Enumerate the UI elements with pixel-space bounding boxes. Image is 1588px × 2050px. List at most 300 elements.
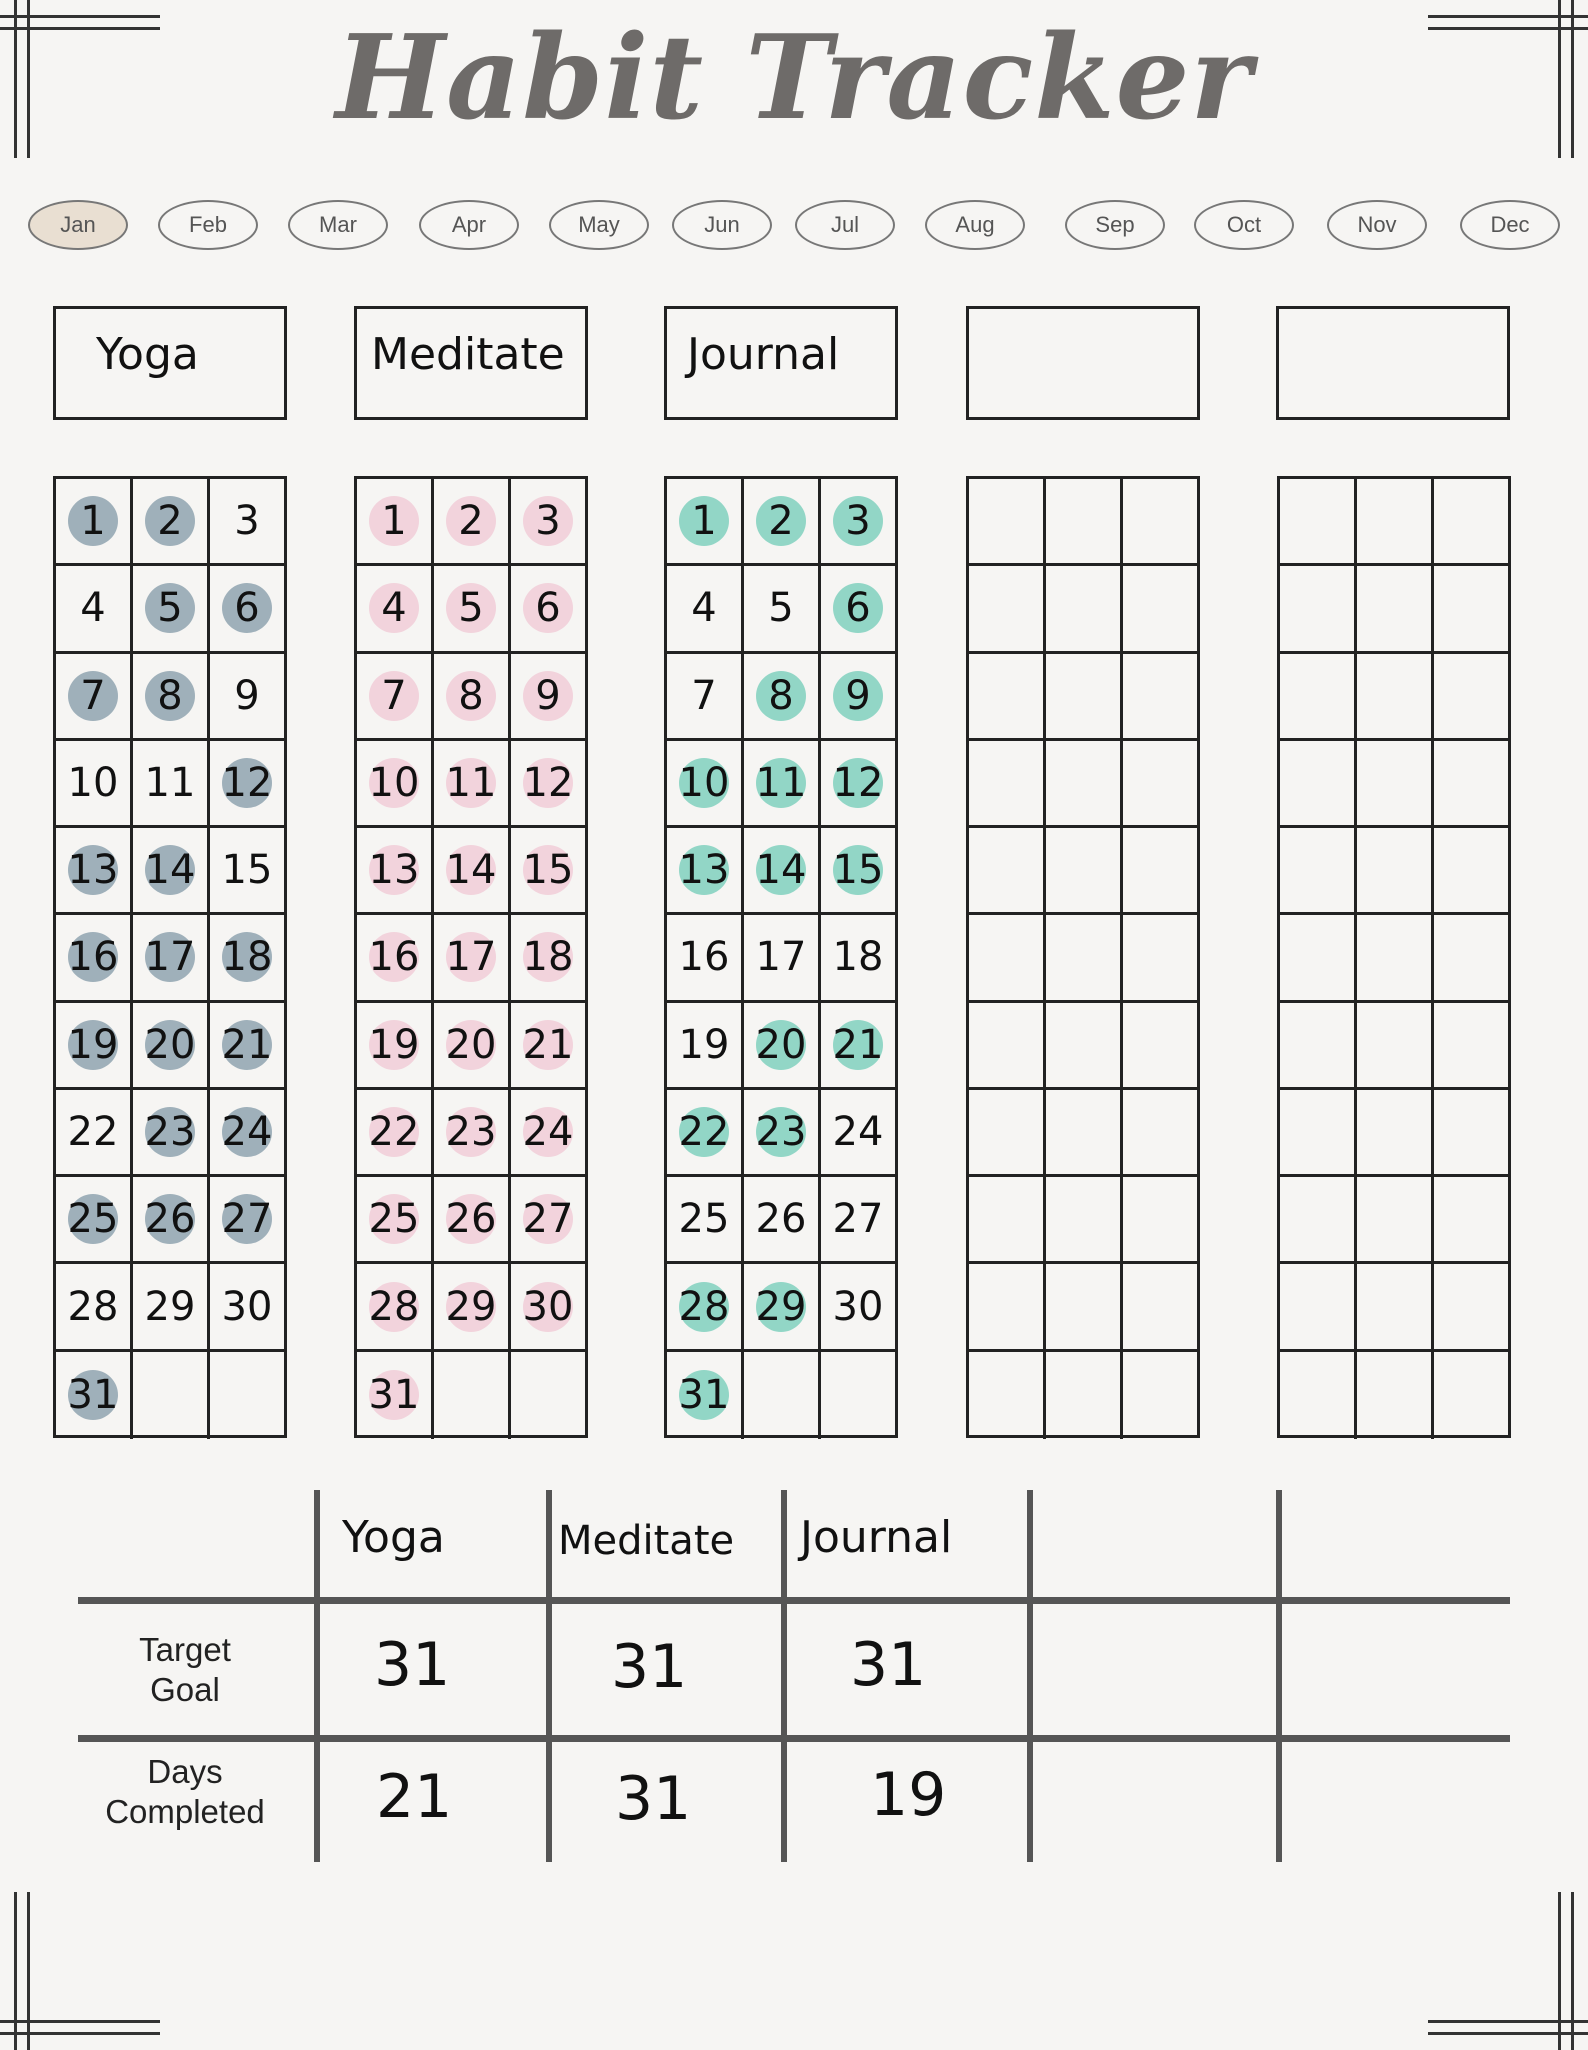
day-cell[interactable] — [511, 915, 585, 999]
day-cell[interactable] — [434, 915, 511, 999]
grid-row — [969, 1352, 1197, 1439]
day-cell[interactable] — [357, 479, 434, 563]
day-cell[interactable] — [1280, 741, 1357, 825]
day-cell[interactable] — [133, 1352, 210, 1439]
day-cell[interactable] — [56, 915, 133, 999]
day-cell[interactable] — [1434, 1003, 1508, 1087]
day-number: 6 — [535, 585, 561, 632]
day-number: 1 — [381, 498, 407, 545]
day-cell[interactable] — [1123, 741, 1197, 825]
day-number: 14 — [144, 847, 196, 894]
day-cell[interactable] — [1434, 654, 1508, 738]
day-cell[interactable] — [667, 1177, 744, 1261]
grid-row — [56, 1003, 284, 1090]
day-number: 9 — [234, 672, 260, 719]
day-number: 27 — [522, 1196, 574, 1243]
day-cell[interactable] — [667, 915, 744, 999]
day-number: 24 — [221, 1108, 273, 1155]
day-cell[interactable] — [56, 566, 133, 650]
day-cell[interactable] — [821, 566, 895, 650]
habit-name-box-4[interactable] — [966, 306, 1200, 420]
grid-row — [969, 1264, 1197, 1351]
month-tab-mar[interactable]: Mar — [288, 200, 388, 250]
day-cell[interactable] — [744, 1003, 821, 1087]
grid-row — [667, 1003, 895, 1090]
day-cell[interactable] — [1046, 1177, 1123, 1261]
day-number: 19 — [678, 1021, 730, 1068]
day-cell[interactable] — [1046, 1264, 1123, 1348]
day-cell[interactable] — [357, 566, 434, 650]
day-number: 15 — [522, 847, 574, 894]
page-title: Habit Tracker — [335, 10, 1253, 146]
day-cell[interactable] — [1046, 654, 1123, 738]
day-cell[interactable] — [357, 1352, 434, 1439]
day-cell[interactable] — [1046, 479, 1123, 563]
day-number: 24 — [522, 1108, 574, 1155]
day-cell[interactable] — [1123, 1177, 1197, 1261]
day-cell[interactable] — [56, 654, 133, 738]
day-cell[interactable] — [133, 1090, 210, 1174]
day-number: 10 — [678, 759, 730, 806]
day-number: 22 — [67, 1108, 119, 1155]
day-cell[interactable] — [1280, 1264, 1357, 1348]
day-number: 31 — [368, 1372, 420, 1419]
day-cell[interactable] — [969, 1177, 1046, 1261]
day-cell[interactable] — [969, 915, 1046, 999]
day-cell[interactable] — [821, 1264, 895, 1348]
habit-name-box-5[interactable] — [1276, 306, 1510, 420]
day-cell[interactable] — [434, 1264, 511, 1348]
month-tab-sep[interactable]: Sep — [1065, 200, 1165, 250]
day-number: 15 — [221, 847, 273, 894]
day-cell[interactable] — [1434, 1090, 1508, 1174]
month-tab-apr[interactable]: Apr — [419, 200, 519, 250]
target-goal-value-1[interactable]: 31 — [374, 1630, 451, 1700]
day-cell[interactable] — [667, 479, 744, 563]
day-cell[interactable] — [1357, 1352, 1434, 1439]
day-cell[interactable] — [969, 1003, 1046, 1087]
day-cell[interactable] — [1123, 1003, 1197, 1087]
grid-row — [969, 1090, 1197, 1177]
habit-name-box-1[interactable]: Yoga — [53, 306, 287, 420]
grid-row — [667, 741, 895, 828]
day-number: 23 — [755, 1108, 807, 1155]
habit-name-box-2[interactable]: Meditate — [354, 306, 588, 420]
grid-row — [56, 1090, 284, 1177]
day-cell[interactable] — [434, 741, 511, 825]
day-cell[interactable] — [667, 566, 744, 650]
day-cell[interactable] — [1280, 1003, 1357, 1087]
day-cell[interactable] — [1123, 1264, 1197, 1348]
day-number: 29 — [755, 1283, 807, 1330]
day-cell[interactable] — [1357, 1003, 1434, 1087]
day-cell[interactable] — [133, 479, 210, 563]
month-selector — [28, 200, 1560, 254]
day-number: 4 — [381, 585, 407, 632]
corner-ornament-bottom-left — [0, 1880, 170, 2050]
day-cell[interactable] — [210, 1003, 284, 1087]
month-tab-jun[interactable]: Jun — [672, 200, 772, 250]
day-number: 6 — [234, 585, 260, 632]
grid-row — [56, 1177, 284, 1264]
day-cell[interactable] — [133, 654, 210, 738]
day-cell[interactable] — [133, 741, 210, 825]
day-cell[interactable] — [1280, 1352, 1357, 1439]
day-cell[interactable] — [667, 1090, 744, 1174]
day-cell[interactable] — [1046, 1003, 1123, 1087]
day-number: 23 — [445, 1108, 497, 1155]
corner-ornament-bottom-right — [1418, 1880, 1588, 2050]
summary-header-2: Meditate — [558, 1518, 735, 1564]
grid-row — [969, 566, 1197, 653]
day-cell[interactable] — [56, 741, 133, 825]
day-cell[interactable] — [1123, 1352, 1197, 1439]
day-number: 14 — [755, 847, 807, 894]
day-number: 8 — [458, 672, 484, 719]
grid-row — [56, 828, 284, 915]
day-cell[interactable] — [56, 1264, 133, 1348]
grid-row — [357, 915, 585, 1002]
day-cell[interactable] — [1280, 1177, 1357, 1261]
day-cell[interactable] — [133, 1264, 210, 1348]
day-number: 12 — [221, 759, 273, 806]
day-cell[interactable] — [744, 1177, 821, 1261]
day-cell[interactable] — [744, 1090, 821, 1174]
day-number: 15 — [832, 847, 884, 894]
day-cell[interactable] — [357, 828, 434, 912]
day-number: 18 — [221, 934, 273, 981]
day-number: 7 — [381, 672, 407, 719]
day-cell[interactable] — [511, 1177, 585, 1261]
day-cell[interactable] — [1434, 741, 1508, 825]
grid-row — [56, 479, 284, 566]
day-cell[interactable] — [434, 828, 511, 912]
month-tab-jan[interactable]: Jan — [28, 200, 128, 250]
grid-row — [357, 1090, 585, 1177]
summary-header-3: Journal — [800, 1512, 953, 1563]
day-number: 11 — [144, 759, 196, 806]
day-number: 13 — [678, 847, 730, 894]
day-cell[interactable] — [133, 915, 210, 999]
day-cell[interactable] — [969, 1352, 1046, 1439]
day-cell[interactable] — [744, 654, 821, 738]
habit-name-box-3[interactable]: Journal — [664, 306, 898, 420]
grid-row — [969, 828, 1197, 915]
day-number: 20 — [445, 1021, 497, 1068]
grid-row — [1280, 741, 1508, 828]
day-number: 16 — [368, 934, 420, 981]
day-number: 24 — [832, 1108, 884, 1155]
day-cell[interactable] — [969, 566, 1046, 650]
day-cell[interactable] — [210, 915, 284, 999]
day-cell[interactable] — [821, 1090, 895, 1174]
day-number: 23 — [144, 1108, 196, 1155]
day-cell[interactable] — [1357, 915, 1434, 999]
day-cell[interactable] — [511, 1003, 585, 1087]
day-number: 9 — [535, 672, 561, 719]
month-tab-feb[interactable]: Feb — [158, 200, 258, 250]
day-cell[interactable] — [133, 1003, 210, 1087]
days-completed-value-2[interactable]: 31 — [615, 1764, 692, 1834]
day-cell[interactable] — [744, 915, 821, 999]
day-cell[interactable] — [210, 566, 284, 650]
day-cell[interactable] — [1123, 566, 1197, 650]
day-cell[interactable] — [821, 479, 895, 563]
day-cell[interactable] — [56, 1003, 133, 1087]
day-cell[interactable] — [744, 566, 821, 650]
day-cell[interactable] — [133, 566, 210, 650]
day-number: 25 — [678, 1196, 730, 1243]
grid-row — [969, 479, 1197, 566]
day-cell[interactable] — [511, 741, 585, 825]
grid-row — [1280, 915, 1508, 1002]
day-cell[interactable] — [821, 1352, 895, 1439]
day-number: 3 — [535, 498, 561, 545]
day-cell[interactable] — [667, 1264, 744, 1348]
grid-row — [667, 1264, 895, 1351]
day-cell[interactable] — [1123, 654, 1197, 738]
day-cell[interactable] — [511, 1264, 585, 1348]
day-cell[interactable] — [1123, 915, 1197, 999]
day-number: 29 — [445, 1283, 497, 1330]
day-cell[interactable] — [511, 654, 585, 738]
day-cell[interactable] — [56, 828, 133, 912]
day-cell[interactable] — [56, 1090, 133, 1174]
day-cell[interactable] — [434, 1003, 511, 1087]
day-cell[interactable] — [821, 1003, 895, 1087]
day-number: 21 — [522, 1021, 574, 1068]
day-number: 22 — [368, 1108, 420, 1155]
day-cell[interactable] — [357, 741, 434, 825]
day-cell[interactable] — [1357, 1177, 1434, 1261]
month-tab-may[interactable]: May — [549, 200, 649, 250]
day-number: 29 — [144, 1283, 196, 1330]
grid-row — [1280, 1264, 1508, 1351]
grid-row — [1280, 479, 1508, 566]
day-cell[interactable] — [1280, 566, 1357, 650]
day-cell[interactable] — [969, 741, 1046, 825]
grid-row — [357, 828, 585, 915]
day-cell[interactable] — [969, 654, 1046, 738]
day-cell[interactable] — [1123, 479, 1197, 563]
day-cell[interactable] — [1046, 1352, 1123, 1439]
grid-row — [667, 828, 895, 915]
grid-row — [357, 654, 585, 741]
day-number: 27 — [832, 1196, 884, 1243]
grid-row — [357, 1352, 585, 1439]
grid-row — [1280, 828, 1508, 915]
target-goal-value-3[interactable]: 31 — [850, 1630, 927, 1700]
day-cell[interactable] — [1123, 828, 1197, 912]
day-number: 7 — [691, 672, 717, 719]
day-number: 30 — [832, 1283, 884, 1330]
day-cell[interactable] — [1046, 828, 1123, 912]
day-cell[interactable] — [56, 1177, 133, 1261]
day-cell[interactable] — [511, 828, 585, 912]
day-number: 10 — [368, 759, 420, 806]
day-cell[interactable] — [821, 654, 895, 738]
day-cell[interactable] — [667, 1352, 744, 1439]
day-cell[interactable] — [357, 654, 434, 738]
day-cell[interactable] — [821, 915, 895, 999]
day-cell[interactable] — [133, 1177, 210, 1261]
day-number: 30 — [221, 1283, 273, 1330]
day-cell[interactable] — [1434, 915, 1508, 999]
day-cell[interactable] — [821, 741, 895, 825]
habit-day-grid-3 — [664, 476, 898, 1438]
summary-table — [0, 1490, 1588, 1870]
day-cell[interactable] — [133, 828, 210, 912]
day-cell[interactable] — [667, 828, 744, 912]
day-cell[interactable] — [744, 741, 821, 825]
month-tab-oct[interactable]: Oct — [1194, 200, 1294, 250]
summary-header-1: Yoga — [342, 1512, 445, 1563]
day-cell[interactable] — [1123, 1090, 1197, 1174]
day-number: 4 — [80, 585, 106, 632]
grid-row — [1280, 1177, 1508, 1264]
day-cell[interactable] — [1357, 1264, 1434, 1348]
day-cell[interactable] — [210, 654, 284, 738]
day-cell[interactable] — [1357, 741, 1434, 825]
day-number: 14 — [445, 847, 497, 894]
month-tab-nov[interactable]: Nov — [1327, 200, 1427, 250]
day-cell[interactable] — [1434, 1352, 1508, 1439]
day-number: 6 — [845, 585, 871, 632]
day-cell[interactable] — [667, 1003, 744, 1087]
grid-row — [969, 1003, 1197, 1090]
day-cell[interactable] — [667, 741, 744, 825]
day-cell[interactable] — [210, 1090, 284, 1174]
day-cell[interactable] — [1357, 828, 1434, 912]
day-number: 4 — [691, 585, 717, 632]
habit-day-grid-2 — [354, 476, 588, 1438]
grid-row — [969, 1177, 1197, 1264]
grid-row — [1280, 1352, 1508, 1439]
grid-row — [969, 654, 1197, 741]
grid-row — [969, 741, 1197, 828]
day-number: 12 — [522, 759, 574, 806]
day-number: 17 — [144, 934, 196, 981]
day-cell[interactable] — [821, 1177, 895, 1261]
day-cell[interactable] — [434, 654, 511, 738]
day-cell[interactable] — [1357, 479, 1434, 563]
day-cell[interactable] — [1434, 566, 1508, 650]
day-cell[interactable] — [357, 1090, 434, 1174]
day-cell[interactable] — [434, 1352, 511, 1439]
day-cell[interactable] — [744, 1352, 821, 1439]
day-number: 3 — [234, 498, 260, 545]
day-cell[interactable] — [357, 1177, 434, 1261]
day-cell[interactable] — [1046, 915, 1123, 999]
day-cell[interactable] — [667, 654, 744, 738]
day-cell[interactable] — [1280, 828, 1357, 912]
day-number: 22 — [678, 1108, 730, 1155]
day-cell[interactable] — [511, 1090, 585, 1174]
day-number: 28 — [678, 1283, 730, 1330]
grid-row — [667, 1177, 895, 1264]
day-cell[interactable] — [56, 1352, 133, 1439]
day-cell[interactable] — [1434, 1264, 1508, 1348]
target-goal-value-2[interactable]: 31 — [611, 1632, 688, 1702]
day-cell[interactable] — [357, 915, 434, 999]
day-cell[interactable] — [434, 1177, 511, 1261]
month-tab-dec[interactable]: Dec — [1460, 200, 1560, 250]
day-cell[interactable] — [1046, 741, 1123, 825]
day-cell[interactable] — [1357, 566, 1434, 650]
day-cell[interactable] — [210, 1264, 284, 1348]
day-cell[interactable] — [434, 479, 511, 563]
day-cell[interactable] — [434, 566, 511, 650]
grid-row — [357, 1003, 585, 1090]
days-completed-label: Days Completed — [105, 1753, 265, 1830]
day-cell[interactable] — [969, 1264, 1046, 1348]
day-cell[interactable] — [210, 479, 284, 563]
day-cell[interactable] — [210, 1177, 284, 1261]
day-cell[interactable] — [1280, 915, 1357, 999]
day-number: 31 — [67, 1372, 119, 1419]
day-cell[interactable] — [511, 1352, 585, 1439]
grid-row — [357, 1264, 585, 1351]
day-cell[interactable] — [969, 1090, 1046, 1174]
day-cell[interactable] — [511, 479, 585, 563]
day-number: 5 — [458, 585, 484, 632]
days-completed-value-3[interactable]: 19 — [870, 1760, 947, 1830]
day-cell[interactable] — [1280, 654, 1357, 738]
month-tab-jul[interactable]: Jul — [795, 200, 895, 250]
day-cell[interactable] — [210, 1352, 284, 1439]
day-cell[interactable] — [1280, 479, 1357, 563]
day-number: 16 — [67, 934, 119, 981]
day-cell[interactable] — [1434, 479, 1508, 563]
day-cell[interactable] — [511, 566, 585, 650]
grid-row — [56, 915, 284, 1002]
day-number: 11 — [445, 759, 497, 806]
day-cell[interactable] — [357, 1264, 434, 1348]
day-cell[interactable] — [1434, 828, 1508, 912]
day-cell[interactable] — [56, 479, 133, 563]
day-cell[interactable] — [1280, 1090, 1357, 1174]
day-cell[interactable] — [1357, 1090, 1434, 1174]
day-cell[interactable] — [357, 1003, 434, 1087]
day-cell[interactable] — [1046, 566, 1123, 650]
habit-day-grid-4 — [966, 476, 1200, 1438]
day-number: 17 — [755, 934, 807, 981]
day-cell[interactable] — [744, 1264, 821, 1348]
day-number: 31 — [678, 1372, 730, 1419]
day-cell[interactable] — [969, 479, 1046, 563]
day-cell[interactable] — [821, 828, 895, 912]
day-number: 18 — [522, 934, 574, 981]
day-number: 8 — [768, 672, 794, 719]
day-cell[interactable] — [434, 1090, 511, 1174]
day-cell[interactable] — [969, 828, 1046, 912]
day-cell[interactable] — [210, 741, 284, 825]
month-tab-aug[interactable]: Aug — [925, 200, 1025, 250]
days-completed-value-1[interactable]: 21 — [376, 1762, 453, 1832]
day-cell[interactable] — [1357, 654, 1434, 738]
day-number: 26 — [755, 1196, 807, 1243]
day-number: 2 — [458, 498, 484, 545]
day-cell[interactable] — [744, 479, 821, 563]
grid-row — [667, 479, 895, 566]
grid-row — [357, 741, 585, 828]
day-cell[interactable] — [1046, 1090, 1123, 1174]
day-cell[interactable] — [210, 828, 284, 912]
grid-row — [667, 915, 895, 1002]
grid-row — [667, 654, 895, 741]
day-cell[interactable] — [744, 828, 821, 912]
day-cell[interactable] — [1434, 1177, 1508, 1261]
